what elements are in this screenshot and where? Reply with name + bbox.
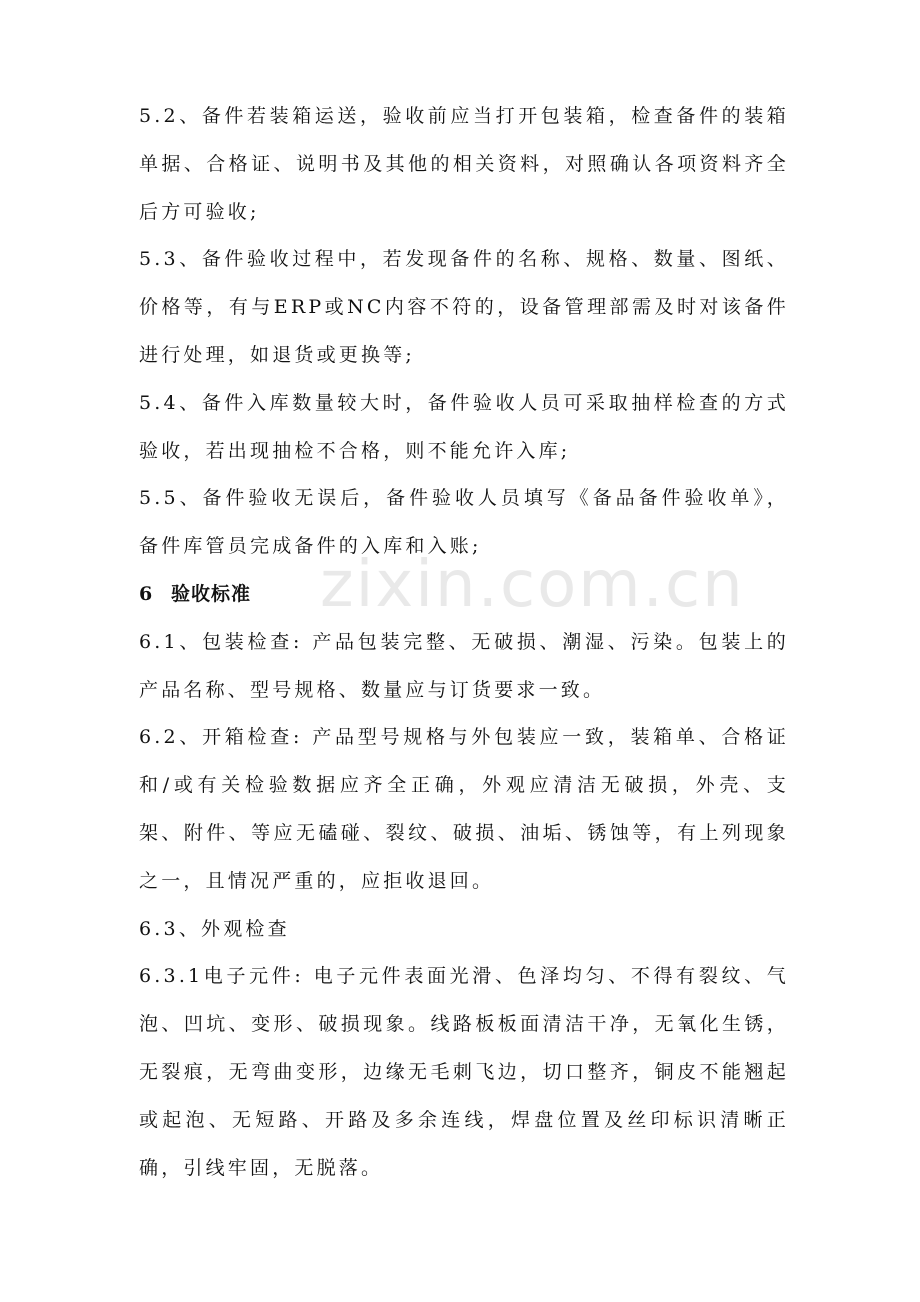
paragraph-5-4: 5.4、备件入库数量较大时，备件验收人员可采取抽样检查的方式验收，若出现抽检不合格，则不能允许入库; — [139, 391, 789, 462]
paragraph-6-1: 6.1、包装检查: 产品包装完整、无破损、潮湿、污染。包装上的产品名称、型号规格、数量应与订货要求一致。 — [139, 630, 789, 701]
paragraph-6-3: 6.3、外观检查 — [139, 917, 290, 940]
paragraph-6-2: 6.2、开箱检查: 产品型号规格与外包装应一致，装箱单、合格证和/或有关检验数据应齐全正确，外观应清洁无破损，外壳、支架、附件、等应无磕碰、裂纹、破损、油垢、锈蚀等，有上列现象之一，且情况严重的，应拒收退回。 — [139, 726, 789, 892]
paragraph-5-3: 5.3、备件验收过程中，若发现备件的名称、规格、数量、图纸、价格等，有与ERP或NC内容不符的，设备管理部需及时对该备件进行处理，如退货或更换等; — [139, 248, 789, 366]
paragraph-5-5: 5.5、备件验收无误后，备件验收人员填写《备品备件验收单》，备件库管员完成备件的入库和入账; — [139, 487, 789, 558]
section-number: 6 — [139, 582, 154, 605]
section-title: 验收标准 — [171, 582, 252, 605]
section-6-heading — [139, 571, 789, 619]
paragraph-5-2: 5.2、备件若装箱运送，验收前应当打开包装箱，检查备件的装箱单据、合格证、说明书及其他的相关资料，对照确认各项资料齐全后方可验收; — [139, 105, 789, 223]
watermark: zixin.com.cn — [320, 548, 745, 622]
document-body — [139, 93, 789, 1192]
paragraph-6-3-1: 6.3.1电子元件: 电子元件表面光滑、色泽均匀、不得有裂纹、气泡、凹坑、变形、破损现象。线路板板面清洁干净，无氧化生锈，无裂痕，无弯曲变形，边缘无毛刺飞边，切口整齐，铜皮不能翘起或起泡、无短路、开路及多余连线，焊盘位置及丝印标识清晰正确，引线牢固，无脱落。 — [139, 965, 789, 1179]
